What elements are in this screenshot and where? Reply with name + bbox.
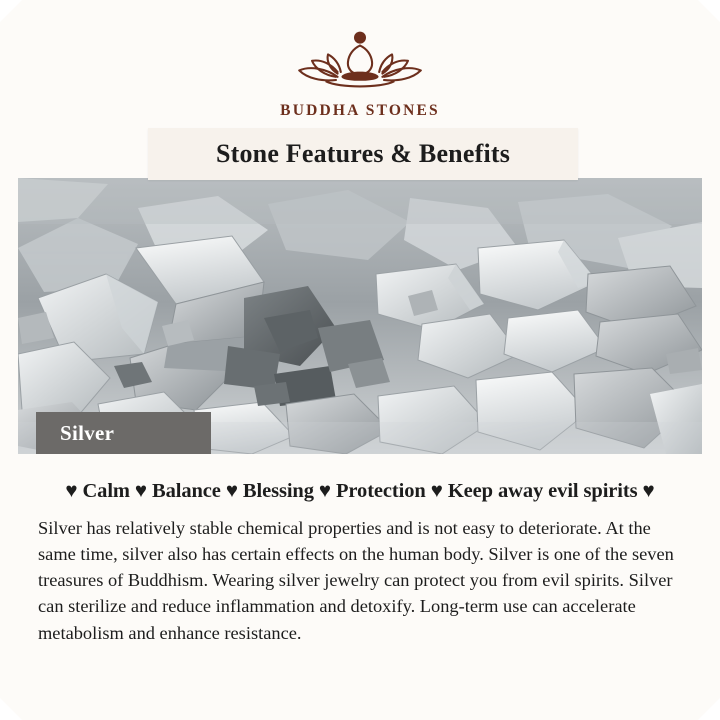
stone-name: Silver <box>60 420 115 445</box>
corner-fold-top-left <box>0 0 22 22</box>
content-panel <box>18 454 702 660</box>
hero-caption-ribbon <box>36 412 211 454</box>
brand-logo <box>0 24 720 120</box>
corner-fold-top-right <box>698 0 720 22</box>
section-title-bar <box>148 128 578 180</box>
hero-image <box>18 178 702 454</box>
brand-name: BUDDHA STONES <box>280 102 440 119</box>
page-title: Stone Features & Benefits <box>215 139 511 168</box>
corner-fold-bottom-right <box>698 698 720 720</box>
corner-fold-bottom-left <box>0 698 22 720</box>
stone-description: Silver has relatively stable chemical properties and is not easy to deteriorate. At the same time, silver also has certain effects on the human body. Silver is one of the seven treasures of Buddhism. Wearing silver jewelry can protect you from evil spirits. Silver can sterilize and reduce inflammation and detoxify. Long-term use can accelerate metabolism and enhance resistance. <box>38 518 674 643</box>
lotus-meditation-icon <box>280 24 440 96</box>
footer-space <box>0 662 720 720</box>
benefits-tagline: ♥ Calm ♥ Balance ♥ Blessing ♥ Protection ♥ Keep away evil spirits ♥ <box>65 480 655 502</box>
